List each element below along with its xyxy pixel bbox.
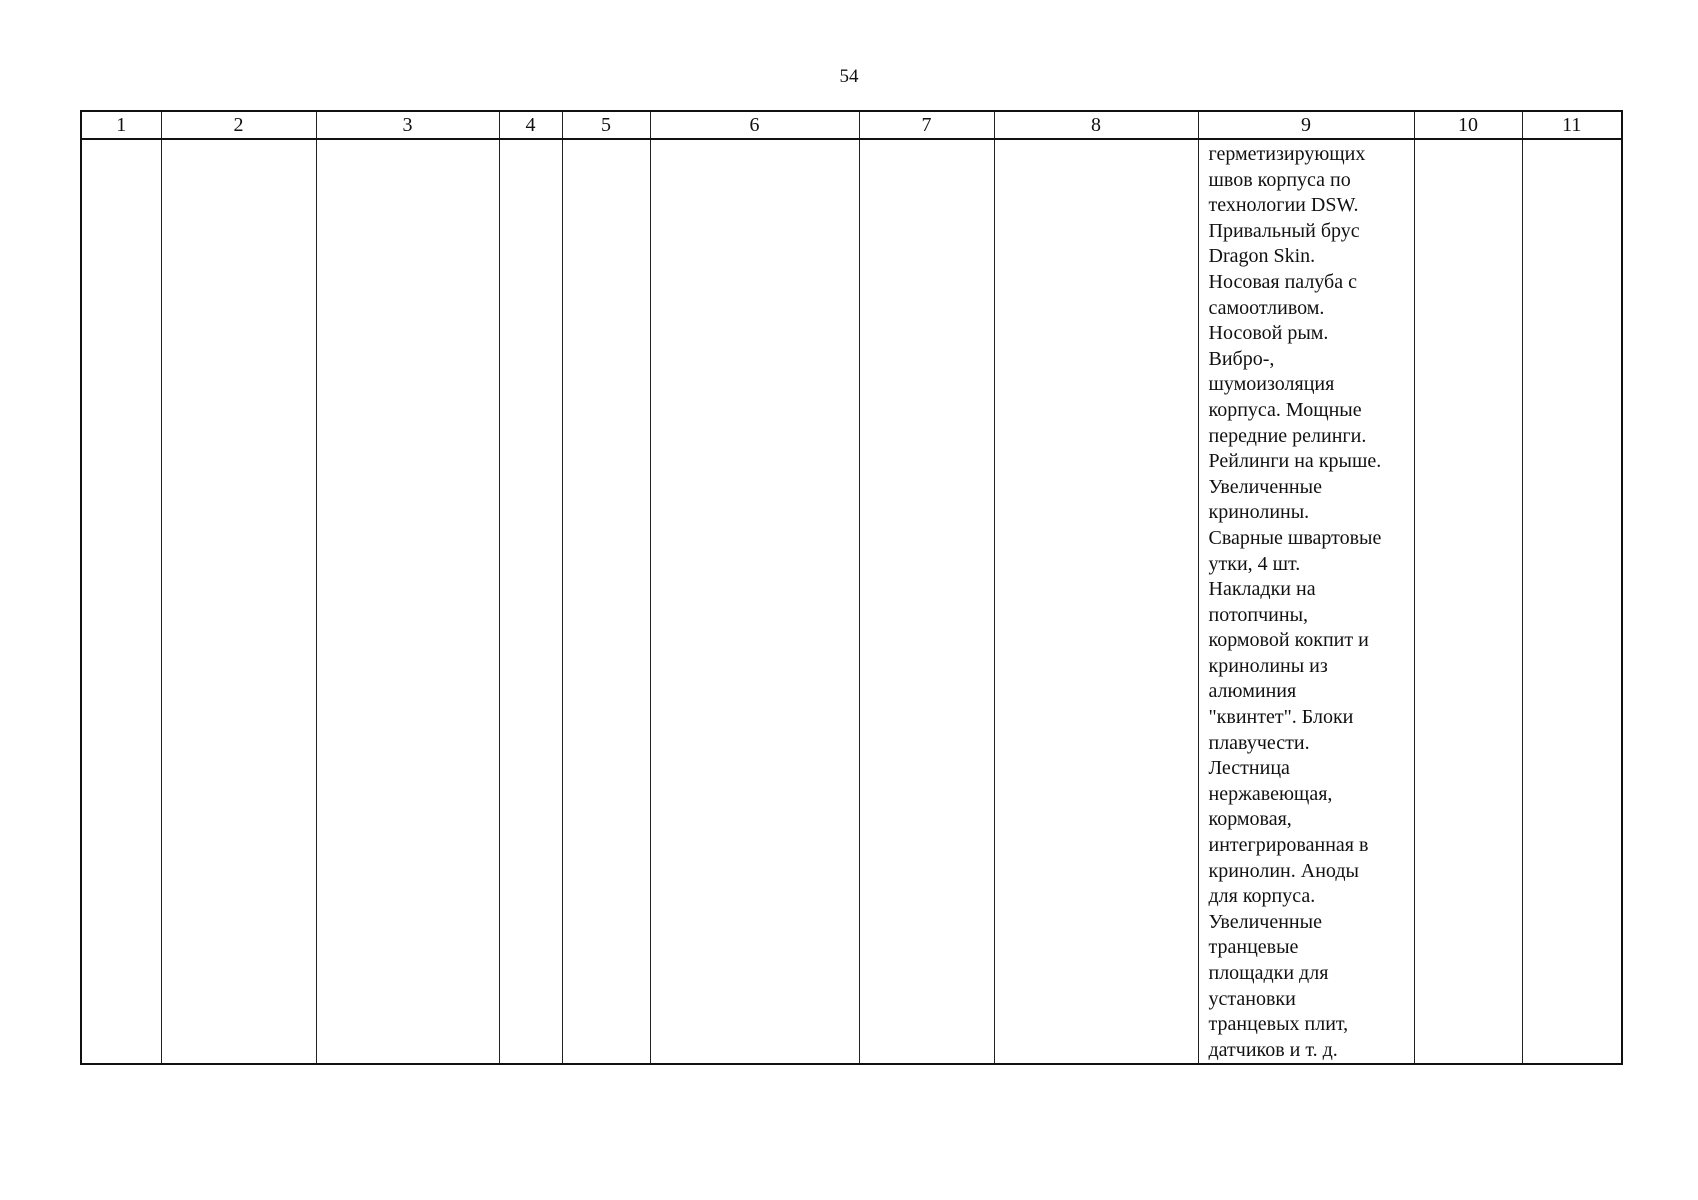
specification-table: [80, 110, 1623, 1065]
column-header-1: 1: [81, 111, 161, 139]
column-header-4: 4: [499, 111, 562, 139]
column-header-11: 11: [1522, 111, 1622, 139]
equipment-description: герметизирующих швов корпуса по технологии DSW. Привальный брус Dragon Skin. Носовая палуба с самоотливом. Носовой рым. Вибро-, шумоизоляция корпуса. Мощные передние релинги. Рейлинги на крыше. Увеличенные кринолины. Сварные швартовые утки, 4 шт. Накладки на потопчины, кормовой кокпит и кринолины из алюминия "квинтет". Блоки плавучести. Лестница нержавеющая, кормовая, интегрированная в кринолин. Аноды для корпуса. Увеличенные транцевые площадки для установки транцевых плит, датчиков и т. д.: [1208, 143, 1382, 1061]
column-header-10: 10: [1414, 111, 1522, 139]
cell-text: [82, 140, 161, 142]
cell-text: [995, 140, 1198, 142]
cell-col5: [562, 139, 650, 1064]
table-row: [81, 139, 1622, 1064]
cell-text: [500, 140, 562, 142]
cell-text: [563, 140, 650, 142]
cell-col9: [1198, 139, 1414, 1064]
cell-text: [1523, 140, 1622, 142]
column-header-7: 7: [859, 111, 994, 139]
cell-col2: [161, 139, 316, 1064]
cell-col6: [650, 139, 859, 1064]
page-number: 54: [839, 66, 859, 87]
column-header-6: 6: [650, 111, 859, 139]
cell-col11: [1522, 139, 1622, 1064]
cell-col1: [81, 139, 161, 1064]
cell-col7: [859, 139, 994, 1064]
cell-text: [860, 140, 994, 142]
cell-col10: [1414, 139, 1522, 1064]
cell-text: [1415, 140, 1522, 142]
cell-text: [651, 140, 859, 142]
cell-col4: [499, 139, 562, 1064]
header-row: [81, 111, 1622, 139]
column-header-8: 8: [994, 111, 1198, 139]
cell-col3: [316, 139, 499, 1064]
column-header-5: 5: [562, 111, 650, 139]
column-header-3: 3: [316, 111, 499, 139]
cell-text: [317, 140, 499, 142]
column-header-9: 9: [1198, 111, 1414, 139]
cell-col8: [994, 139, 1198, 1064]
column-header-2: 2: [161, 111, 316, 139]
cell-text: [162, 140, 316, 142]
